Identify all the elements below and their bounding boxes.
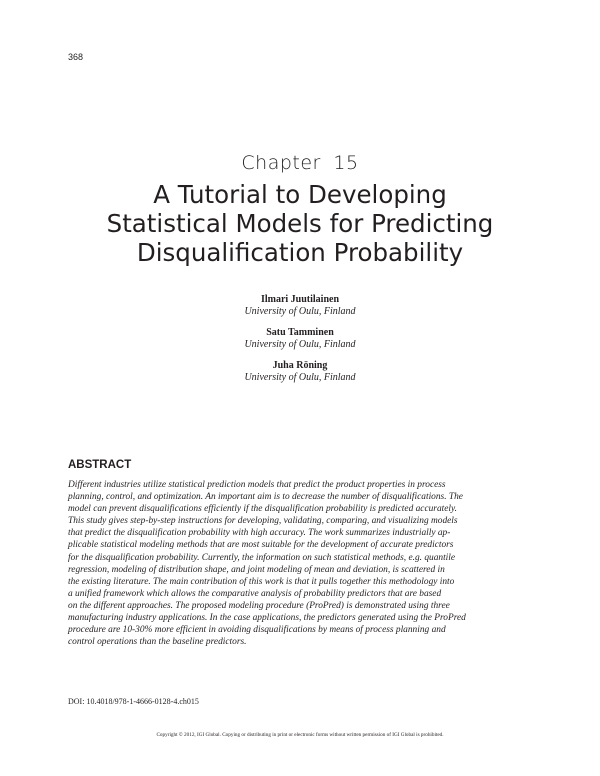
abstract-line: planning, control, and optimization. An important aim is to decrease the number of disqualifications. The xyxy=(68,492,463,503)
author-affiliation: University of Oulu, Finland xyxy=(244,339,356,350)
abstract-line: This study gives step-by-step instructions for developing, validating, comparing, and visualizing models xyxy=(68,516,458,527)
abstract-line: procedure are 10-30% more efficient in avoiding disqualifications by means of process planning and xyxy=(68,625,446,636)
chapter-title-line: Statistical Models for Predicting xyxy=(106,209,494,238)
chapter-title xyxy=(40,180,560,267)
chapter-label: Chapter 15 xyxy=(241,152,359,174)
copyright-notice: Copyright © 2012, IGI Global. Copying or distributing in print or electronic forms without written permission of IGI Global is prohibited. xyxy=(156,732,444,738)
abstract-line: the existing literature. The main contribution of this work is that it pulls together this methodology into xyxy=(68,576,455,587)
abstract-line: model can prevent disqualifications efficiently if the disqualification probability is predicted accurately. xyxy=(68,504,457,515)
abstract-line: plicable statistical modeling methods that are most suitable for the development of accurate predictors xyxy=(68,540,454,551)
chapter-title-line: A Tutorial to Developing xyxy=(153,180,447,209)
abstract-line: Different industries utilize statistical prediction models that predict the product properties in process xyxy=(68,480,446,490)
abstract-line: that predict the disqualification probability with high accuracy. The work summarizes industrially ap- xyxy=(68,528,451,539)
abstract-body xyxy=(68,479,533,648)
page-number: 368 xyxy=(68,52,84,62)
author xyxy=(0,360,600,384)
author xyxy=(0,294,600,318)
abstract-line: for the disqualification probability. Currently, the information on such statistical methods, e.g. quantile xyxy=(68,552,456,563)
abstract-line: a unified framework which allows the comparative analysis of probability predictors that are based xyxy=(68,588,442,599)
abstract-line: on the different approaches. The proposed modeling procedure (ProPred) is demonstrated using three xyxy=(68,600,450,611)
doi: DOI: 10.4018/978-1-4666-0128-4.ch015 xyxy=(68,697,199,706)
abstract-heading: ABSTRACT xyxy=(68,459,132,471)
abstract-line: control operations than the baseline predictors. xyxy=(68,637,247,648)
author-affiliation: University of Oulu, Finland xyxy=(244,372,356,383)
author xyxy=(0,327,600,351)
author-list xyxy=(0,294,600,393)
abstract-line: regression, modeling of distribution shape, and joint modeling of mean and deviation, is scattered in xyxy=(68,564,445,575)
author-affiliation: University of Oulu, Finland xyxy=(244,306,356,317)
abstract-line: manufacturing industry applications. In the case applications, the predictors generated using the ProPred xyxy=(68,613,466,624)
author-name: Ilmari Juutilainen xyxy=(260,294,340,305)
chapter-title-line: Disqualification Probability xyxy=(136,238,464,267)
author-name: Satu Tamminen xyxy=(266,327,334,338)
author-name: Juha Röning xyxy=(272,360,328,371)
